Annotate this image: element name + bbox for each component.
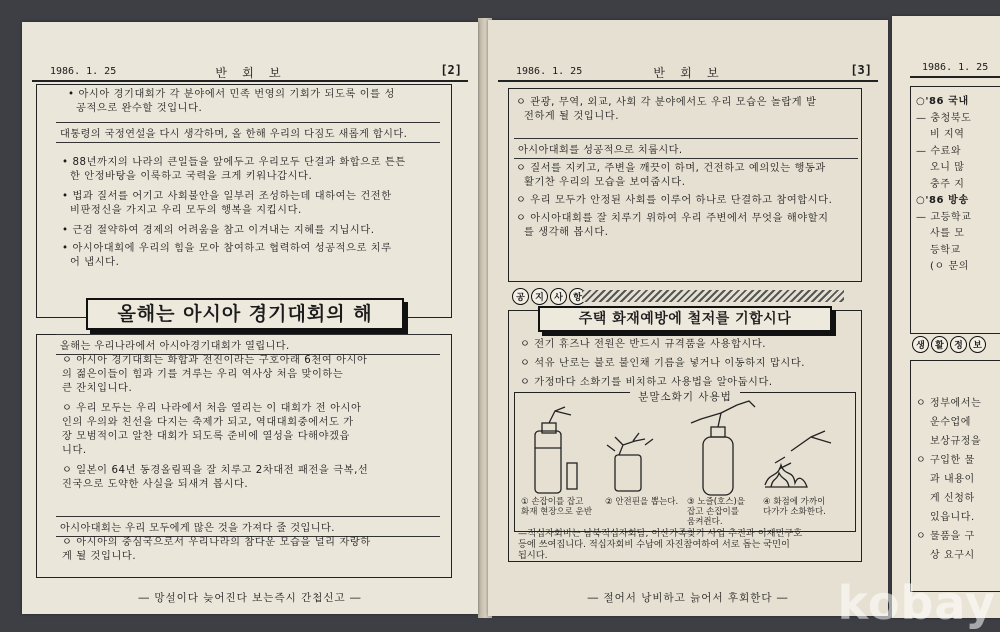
notice-title: 주택 화재예방에 철저를 기합시다	[538, 306, 832, 332]
left-items: ㅇ 아시아 경기대회는 화합과 전진이라는 구호아래 6천여 아시아 의 젊은이들이 힘과 기를 겨루는 우리 역사상 처음 맞이하는 큰 잔치입니다. ㅇ 우리 모두는 우리 나라에서 처음 열리는 이 대회가 전 아시아 인의 우의와 친선을 다지는 축제가 되고, 역대대회중에서도 가 장 모범적이고 알찬 대회가 되도록 준비에 열성을 다해야겠읍 니다. ㅇ 일본이 64년 동경올림픽을 잘 치루고 2차대전 패전을 극복,선 진국으로 도약한 사실을 되새겨 봅시다.	[62, 355, 369, 490]
left-section-title: 대통령의 국정연설을 다시 생각하며, 올 한해 우리의 다짐도 새롭게 합시다.	[56, 122, 440, 143]
right-page	[892, 16, 1000, 618]
step-4-caption: ④ 화점에 가까이 다가가 소화한다.	[763, 497, 826, 517]
year-banner: 올해는 아시아 경기대회의 해	[86, 298, 404, 330]
right-bottom-text: ㅇ 정부에서는 운수업에 보상규정을 ㅇ 구입한 물 과 내용이 게 신청하 있읍니다. ㅇ 물품을 구 상 요구시	[916, 398, 982, 561]
notice-badge: 공 지 사 항	[512, 288, 586, 305]
right-header-rule	[910, 76, 1000, 78]
middle-items: ㅇ 질서를 지키고, 주변을 깨끗이 하며, 건전하고 예의있는 행동과 활기찬 우리의 모습을 보여줍시다. ㅇ 우리 모두가 안정된 사회를 이루어 하나로 단결하고 참여합시다. ㅇ 아시아대회를 잘 치루기 위하여 우리 주변에서 무엇을 해야할지 를 생각해 봅시다.	[516, 163, 833, 238]
left-sub2: 아시아대회는 우리 모두에게 많은 것을 가져다 줄 것입니다.	[56, 516, 440, 537]
step-2-caption: ② 안전핀을 뽑는다.	[605, 497, 679, 507]
left-intro: • 아시아 경기대회가 각 분야에서 민족 번영의 기회가 되도록 이를 성 공적으로 완수할 것입니다.	[68, 89, 395, 114]
middle-page-number: [3]	[850, 63, 872, 77]
left-title: 반 회 보	[215, 66, 285, 80]
watermark: kobay	[837, 576, 996, 630]
middle-footer: ― 절어서 낭비하고 늙어서 후회한다 ―	[587, 592, 789, 604]
middle-title: 반 회 보	[653, 66, 723, 80]
life-info-badge: 생 활 정 보	[912, 336, 986, 353]
left-date: 1986. 1. 25	[50, 66, 117, 77]
extinguisher-title: 분말소화기 사용법	[630, 391, 739, 403]
step-1-caption: ① 손잡이를 잡고 화재 현장으로 운반	[521, 497, 593, 517]
redcross-notice: —적십자회비는 남북적십자회담, 이산가족찾기 사업 추진과 이재민구호 등에 쓰여집니다. 적십자회비 수납에 자진참여하여 서로 돕는 국민이 됩시다.	[518, 528, 803, 561]
right-date: 1986. 1. 25	[922, 62, 989, 73]
left-sub1: 올해는 우리나라에서 아시아경기대회가 열립니다.	[56, 334, 440, 355]
left-last-item: ㅇ 아시아의 중심국으로서 우리나라의 참다운 모습을 널리 자랑하 게 될 것입니다.	[62, 537, 371, 562]
middle-date: 1986. 1. 25	[516, 66, 583, 77]
notice-stripe	[582, 290, 844, 302]
left-bullets: • 88년까지의 나라의 큰일들을 앞에두고 우리모두 단결과 화합으로 튼튼 한 안정바탕을 이룩하고 국력을 크게 키워나갑시다. • 법과 질서를 어기고 사회불안을 일부러 조성하는데 대하여는 건전한 비판정신을 가지고 우리 모두의 행복을 지킵시다. • 근검 절약하여 경제의 어려움을 참고 이겨내는 지혜를 지닙시다. • 아시아대회에 우리의 힘을 모아 참여하고 협력하여 성공적으로 치루 어 냅시다.	[62, 157, 406, 268]
middle-section-title: 아시아대회를 성공적으로 치룹시다.	[514, 138, 858, 159]
middle-top-text: ㅇ 관광, 무역, 외교, 사회 각 분야에서도 우리 모습은 놀랍게 발 전하게 될 것입니다.	[516, 97, 817, 122]
extinguisher-diagram	[514, 392, 856, 532]
left-page	[22, 22, 478, 614]
left-page-header	[32, 62, 468, 82]
middle-page-header	[498, 62, 878, 82]
left-footer: ― 망설이다 늦어진다 보는즉시 간첩신고 ―	[138, 592, 362, 604]
notice-items: ㅇ 전기 휴즈나 전원은 반드시 규격품을 사용합시다. ㅇ 석유 난로는 불로 불인채 기름을 넣거나 이동하지 맙시다. ㅇ 가정마다 소화기를 비치하고 사용법을 알아둡시다.	[520, 339, 806, 388]
left-page-number: [2]	[440, 63, 462, 77]
right-top-text: ○'86 국내 — 충청북도 비 지역 — 수료와 오니 많 충주 지 ○'86 방송 — 고등학교 사를 모 등학교 (ㅇ 문의	[916, 96, 972, 272]
middle-page	[488, 20, 888, 616]
step-3-caption: ③ 노즐(호스)을 잡고 손잡이를 움켜쥔다.	[687, 497, 746, 527]
